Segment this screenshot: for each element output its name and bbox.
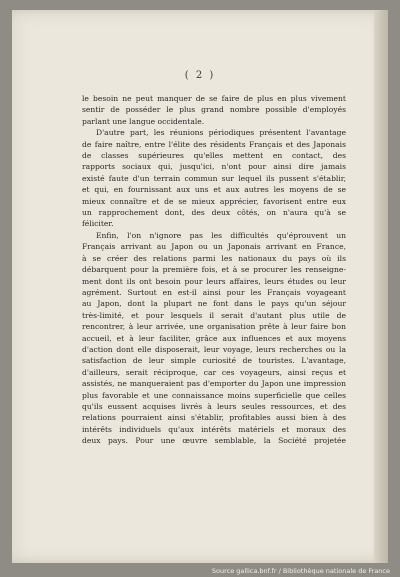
text-line: d'action dont elle disposerait, leur voyage, leurs recherches ou la [82, 344, 346, 354]
page-number: ( 2 ) [184, 70, 216, 81]
text-line: un rapprochement dont, des deux côtés, on n'aura qu'à se [82, 208, 346, 218]
text-line: existé faute d'un terrain commun sur lequel ils pussent s'établir, [82, 173, 346, 183]
text-line: agrément. Surtout en est-il ainsi pour les Français voyageant [82, 287, 346, 297]
text-line: deux pays. Pour une œuvre semblable, la Société projetée [82, 436, 346, 446]
text-line: et qui, en fournissant aux uns et aux autres les moyens de se [82, 185, 346, 195]
source-footer: Source gallica.bnf.fr / Bibliothèque nationale de France [211, 567, 390, 575]
text-line: débarquent pour la première fois, et à se procurer les renseigne- [82, 265, 346, 275]
text-line: très-limité, et pour lesquels il serait d'autant plus utile de [82, 310, 346, 320]
body-text [82, 93, 346, 447]
text-line: mieux connaître et de se mieux apprécier, favorisent entre eux [82, 196, 346, 206]
text-line: satisfaction de leur simple curiosité de touristes. L'avantage, [82, 356, 346, 366]
text-line: ment dont ils ont besoin pour leurs affaires, leurs études ou leur [82, 276, 346, 286]
text-line: féliciter. [82, 219, 114, 229]
text-line: rapports sociaux qui, jusqu'ici, n'ont pour ainsi dire jamais [82, 162, 346, 172]
document-page [12, 10, 388, 563]
text-line: au Japon, dont la plupart ne font dans le pays qu'un séjour [82, 299, 346, 309]
text-line: Enfin, l'on n'ignore pas les difficultés qu'éprouvent un [96, 230, 346, 240]
text-line: Français arrivant au Japon ou un Japonais arrivant en France, [82, 242, 346, 252]
text-line: sentir de posséder le plus grand nombre possible d'employés [82, 105, 346, 115]
text-line: intérêts individuels qu'aux intérêts matériels et moraux des [82, 424, 346, 434]
text-line: rencontrer, à leur arrivée, une organisation prête à leur faire bon [82, 322, 346, 332]
text-line: plus favorable et une connaissance moins superficielle que celles [82, 390, 346, 400]
text-line: assistés, ne manqueraient pas d'emporter du Japon une impression [82, 379, 346, 389]
text-line: D'autre part, les réunions périodiques présentent l'avantage [96, 128, 346, 138]
page-spine-shadow [374, 10, 388, 563]
text-line: de faire naître, entre l'élite des résidents Français et des Japonais [82, 139, 346, 149]
text-line: à se créer des relations parmi les nationaux du pays où ils [82, 253, 346, 263]
text-line: de classes supérieures qu'elles mettent en contact, des [82, 151, 346, 161]
text-line: d'ailleurs, serait réciproque, car ces voyageurs, ainsi reçus et [82, 367, 346, 377]
text-line: le besoin ne peut manquer de se faire de plus en plus vivement [82, 94, 346, 103]
text-line: parlant une langue occidentale. [82, 116, 205, 126]
text-line: qu'ils eussent acquises livrés à leurs seules ressources, et des [82, 401, 346, 411]
text-line: accueil, et à leur faciliter, grâce aux influences et aux moyens [82, 333, 346, 343]
text-line: relations pourraient ainsi s'établir, profitables aussi bien à des [82, 413, 346, 423]
